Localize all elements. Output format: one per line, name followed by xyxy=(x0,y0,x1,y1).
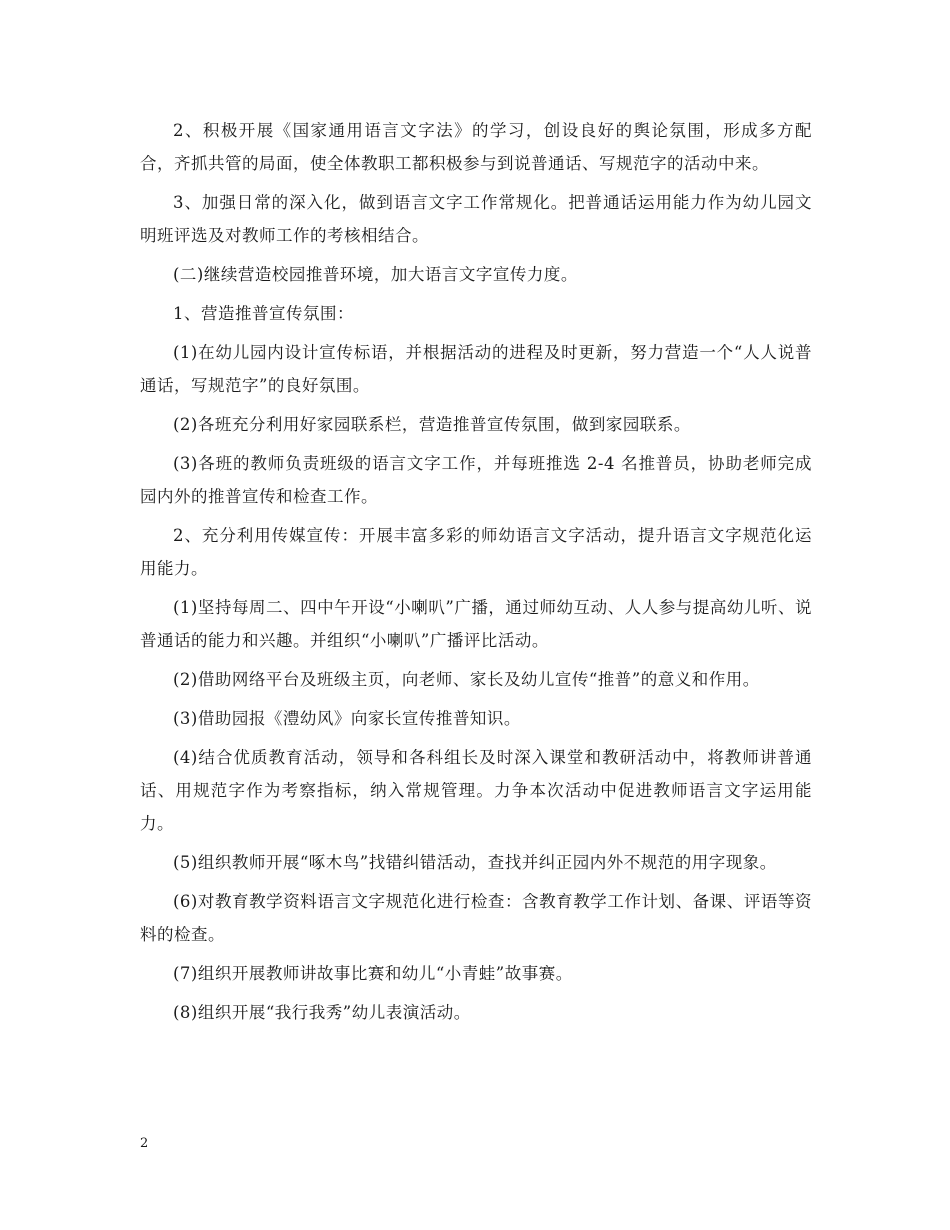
paragraph: (6)对教育教学资料语言文字规范化进行检查：含教育教学工作计划、备课、评语等资料的检查。 xyxy=(140,892,812,944)
paragraph: (2)各班充分利用好家园联系栏，营造推普宣传氛围，做到家园联系。 xyxy=(173,415,691,434)
document-body xyxy=(140,114,812,1035)
subsection-heading: 1、营造推普宣传氛围： xyxy=(173,304,354,323)
paragraph: 3、加强日常的深入化，做到语言文字工作常规化。把普通话运用能力作为幼儿园文明班评选及对教师工作的考核相结合。 xyxy=(140,193,812,245)
paragraph: (4)结合优质教育活动，领导和各科组长及时深入课堂和教研活动中，将教师讲普通话、用规范字作为考察指标，纳入常规管理。力争本次活动中促进教师语言文字运用能力。 xyxy=(140,748,812,833)
page-number: 2 xyxy=(140,1136,149,1151)
paragraph: (8)组织开展“我行我秀”幼儿表演活动。 xyxy=(173,1003,471,1022)
paragraph: (7)组织开展教师讲故事比赛和幼儿“小青蛙”故事赛。 xyxy=(173,964,573,983)
section-heading: (二)继续营造校园推普环境，加大语言文字宣传力度。 xyxy=(173,265,578,284)
subsection-heading: 2、充分利用传媒宣传：开展丰富多彩的师幼语言文字活动，提升语言文字规范化运用能力。 xyxy=(140,526,812,578)
paragraph: (2)借助网络平台及班级主页，向老师、家长及幼儿宣传“推普”的意义和作用。 xyxy=(173,670,760,689)
paragraph: (1)坚持每周二、四中午开设“小喇叭”广播，通过师幼互动、人人参与提高幼儿听、说普通话的能力和兴趣。并组织“小喇叭”广播评比活动。 xyxy=(140,598,812,650)
paragraph: (3)借助园报《澧幼风》向家长宣传推普知识。 xyxy=(173,709,521,728)
paragraph: 2、积极开展《国家通用语言文字法》的学习，创设良好的舆论氛围，形成多方配合，齐抓共管的局面，使全体教职工都积极参与到说普通话、写规范字的活动中来。 xyxy=(140,121,812,173)
paragraph: (1)在幼儿园内设计宣传标语，并根据活动的进程及时更新，努力营造一个“人人说普通话，写规范字”的良好氛围。 xyxy=(140,343,812,395)
paragraph: (5)组织教师开展“啄木鸟”找错纠错活动，查找并纠正园内外不规范的用字现象。 xyxy=(173,853,777,872)
paragraph: (3)各班的教师负责班级的语言文字工作，并每班推选 2-4 名推普员，协助老师完成园内外的推普宣传和检查工作。 xyxy=(140,454,812,506)
